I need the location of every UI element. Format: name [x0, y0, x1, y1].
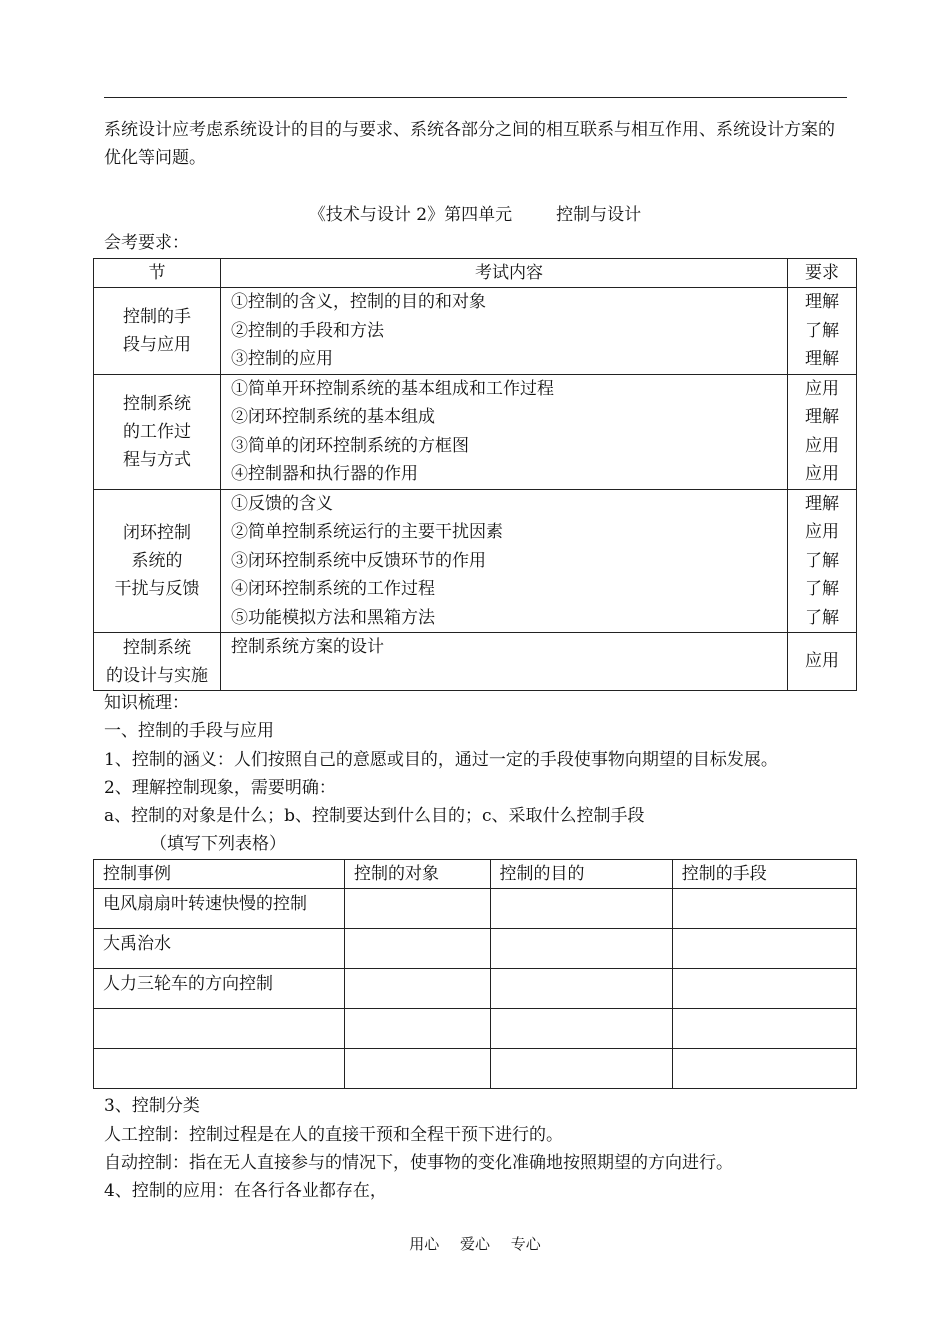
- table-header-row: [94, 860, 857, 889]
- unit-topic-title: 控制与设计: [556, 205, 642, 225]
- section-name: 闭环控制 系统的 干扰与反馈: [94, 489, 221, 633]
- column-header: 控制的目的: [490, 860, 672, 889]
- column-header: 控制的对象: [344, 860, 490, 889]
- content-item: ②简单控制系统运行的主要干扰因素: [231, 522, 503, 542]
- column-header: 要求: [788, 259, 857, 288]
- footer-word: 用心: [409, 1235, 440, 1253]
- level-item: 了解: [805, 550, 839, 571]
- example-cell: 人力三轮车的方向控制: [94, 969, 345, 1009]
- table-row: [94, 489, 857, 633]
- fill-table-note: （填写下列表格）: [150, 834, 286, 854]
- blank-answer-cell[interactable]: [672, 1049, 856, 1089]
- blank-answer-cell[interactable]: [672, 889, 856, 929]
- level-item: 应用: [805, 378, 839, 399]
- blank-answer-cell[interactable]: [344, 1009, 490, 1049]
- blank-answer-cell[interactable]: [344, 969, 490, 1009]
- exam-requirements-table: [93, 258, 857, 691]
- table-row: [94, 1009, 857, 1049]
- table-header-row: [94, 259, 857, 288]
- level-item: 理解: [805, 407, 839, 427]
- control-examples-table: [93, 859, 857, 1089]
- content-item: ③控制的应用: [231, 349, 333, 369]
- paragraph-auto-control: 自动控制：指在无人直接参与的情况下，使事物的变化准确地按照期望的方向进行。: [104, 1153, 733, 1173]
- table-row: [94, 288, 857, 375]
- content-item: 控制系统方案的设计: [231, 637, 384, 657]
- content-item: ⑤功能模拟方法和黑箱方法: [231, 607, 435, 628]
- blank-answer-cell[interactable]: [672, 969, 856, 1009]
- example-cell: 大禹治水: [94, 929, 345, 969]
- content-item: ②闭环控制系统的基本组成: [231, 407, 435, 427]
- blank-answer-cell[interactable]: [344, 1049, 490, 1089]
- level-item: 应用: [805, 522, 839, 542]
- paragraph-understand: 2、理解控制现象，需要明确：: [104, 778, 336, 798]
- level-cell: [788, 633, 857, 691]
- level-cell: [788, 288, 857, 375]
- level-item: 理解: [805, 493, 839, 514]
- content-cell: [221, 489, 788, 633]
- paragraph-application: 4、控制的应用：在各行各业都存在，: [104, 1181, 387, 1201]
- page-footer: [0, 1233, 950, 1254]
- header-rule: [104, 97, 847, 98]
- section-heading: 一、控制的手段与应用: [104, 721, 274, 741]
- blank-answer-cell[interactable]: [490, 969, 672, 1009]
- content-item: ①反馈的含义: [231, 493, 333, 514]
- level-cell: [788, 489, 857, 633]
- unit-book-title: 《技术与设计 2》第四单元: [308, 205, 513, 225]
- level-item: 了解: [805, 579, 839, 599]
- column-header: 节: [94, 259, 221, 288]
- level-item: 应用: [805, 651, 839, 672]
- level-item: 应用: [805, 435, 839, 456]
- example-cell: 电风扇扇叶转速快慢的控制: [94, 889, 345, 929]
- table-row: [94, 633, 857, 691]
- table-row: [94, 969, 857, 1009]
- column-header: 控制的手段: [672, 860, 856, 889]
- column-header: 控制事例: [94, 860, 345, 889]
- blank-answer-cell[interactable]: [672, 1009, 856, 1049]
- blank-answer-cell[interactable]: [490, 1049, 672, 1089]
- level-item: 了解: [805, 320, 839, 341]
- footer-word: 专心: [510, 1235, 541, 1253]
- content-cell: [221, 374, 788, 489]
- knowledge-label: 知识梳理：: [104, 693, 189, 713]
- example-cell: [94, 1049, 345, 1089]
- level-item: 了解: [805, 607, 839, 628]
- table-row: [94, 889, 857, 929]
- content-item: ③闭环控制系统中反馈环节的作用: [231, 550, 486, 571]
- paragraph-definition: 1、控制的涵义：人们按照自己的意愿或目的，通过一定的手段使事物向期望的目标发展。: [104, 750, 778, 770]
- level-item: 理解: [805, 292, 839, 312]
- paragraph-classification: 3、控制分类: [104, 1096, 200, 1116]
- content-cell: [221, 288, 788, 375]
- example-cell: [94, 1009, 345, 1049]
- table-row: [94, 374, 857, 489]
- content-item: ①简单开环控制系统的基本组成和工作过程: [231, 378, 554, 399]
- blank-answer-cell[interactable]: [344, 929, 490, 969]
- section-name: 控制的手 段与应用: [94, 288, 221, 375]
- blank-answer-cell[interactable]: [672, 929, 856, 969]
- content-item: ②控制的手段和方法: [231, 320, 384, 341]
- footer-word: 爱心: [459, 1235, 490, 1253]
- content-cell: [221, 633, 788, 691]
- paragraph-manual-control: 人工控制：控制过程是在人的直接干预和全程干预下进行的。: [104, 1125, 563, 1145]
- paragraph-questions: a、控制的对象是什么；b、控制要达到什么目的；c、采取什么控制手段: [104, 806, 645, 826]
- content-item: ④控制器和执行器的作用: [231, 464, 418, 484]
- section-name: 控制系统 的工作过 程与方式: [94, 374, 221, 489]
- table-row: [94, 1049, 857, 1089]
- blank-answer-cell[interactable]: [490, 929, 672, 969]
- unit-title: [0, 203, 950, 227]
- intro-paragraph: 系统设计应考虑系统设计的目的与要求、系统各部分之间的相互联系与相互作用、系统设计方案的优化等问题。: [104, 120, 835, 168]
- content-item: ③简单的闭环控制系统的方框图: [231, 435, 469, 456]
- level-cell: [788, 374, 857, 489]
- blank-answer-cell[interactable]: [490, 1009, 672, 1049]
- content-item: ④闭环控制系统的工作过程: [231, 579, 435, 599]
- level-item: 理解: [805, 349, 839, 369]
- content-item: ①控制的含义，控制的目的和对象: [231, 292, 486, 312]
- exam-requirements-label: 会考要求：: [104, 233, 189, 253]
- column-header: 考试内容: [221, 259, 788, 288]
- blank-answer-cell[interactable]: [344, 889, 490, 929]
- table-row: [94, 929, 857, 969]
- level-item: 应用: [805, 464, 839, 484]
- section-name: 控制系统 的设计与实施: [94, 633, 221, 691]
- blank-answer-cell[interactable]: [490, 889, 672, 929]
